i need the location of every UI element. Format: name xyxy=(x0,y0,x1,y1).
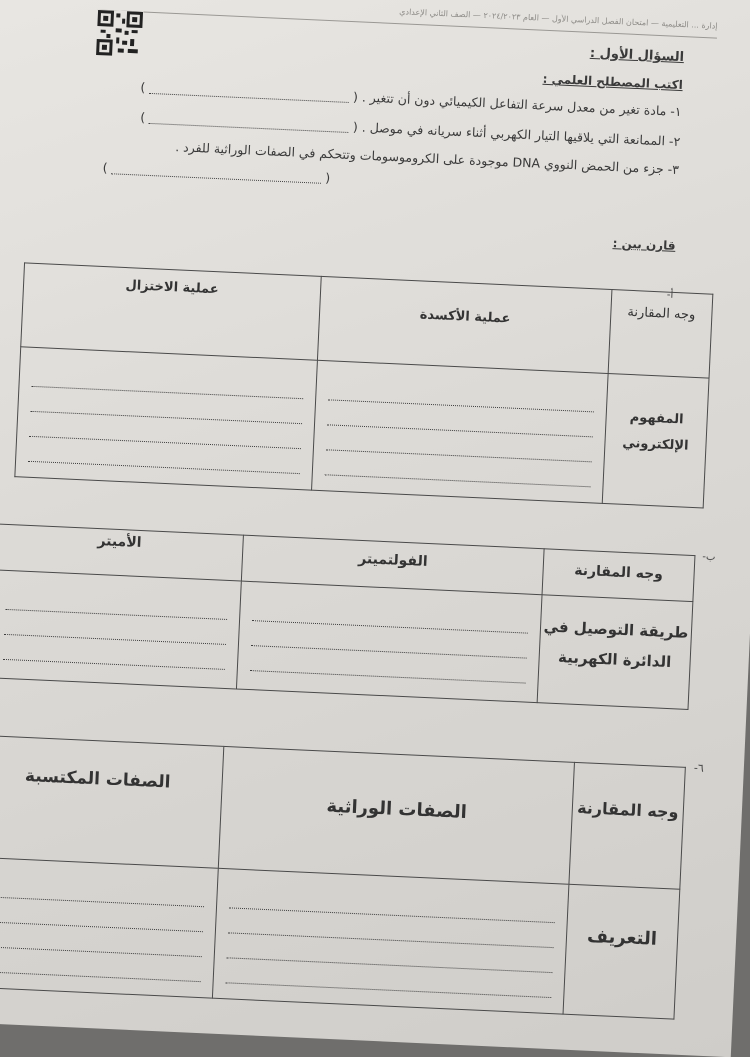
question-item-3-text: ٣- جزء من الحمض النووي DNA موجودة على الكروموسومات وتتحكم في الصفات الوراثية للفرد . xyxy=(174,139,680,177)
question-item-1: ١- مادة تغير من معدل سرعة التفاعل الكيميائي دون أن تتغير . ( ) xyxy=(140,79,682,120)
answer-blank-3[interactable] xyxy=(111,163,321,184)
qr-code-icon xyxy=(96,9,144,57)
question-1-title: السؤال الأول : xyxy=(589,45,685,66)
table-3-col-acquired: الصفات المكتسبة xyxy=(0,735,224,868)
table-1-number: أ- xyxy=(666,289,674,301)
section-b-heading: قارن بين : xyxy=(612,236,676,253)
table-3-col-inherited: الصفات الوراثية xyxy=(218,746,574,884)
question-item-1-text: ١- مادة تغير من معدل سرعة التفاعل الكيميائي دون أن تتغير . xyxy=(361,89,682,120)
answer-blank-1[interactable] xyxy=(149,83,349,103)
question-item-2: ٢- الممانعة التي يلاقيها التيار الكهربي أثناء سريانه في موصل . ( ) xyxy=(140,109,681,150)
answer-blank-2[interactable] xyxy=(149,113,349,133)
comparison-table-traits xyxy=(0,735,686,1020)
table-2-row-label: طريقة التوصيل في الدائرة الكهربية xyxy=(537,595,693,710)
question-item-2-text: ٢- الممانعة التي يلاقيها التيار الكهربي أثناء سريانه في موصل . xyxy=(361,119,681,150)
comparison-table-oxidation-reduction xyxy=(14,262,713,508)
table-1-aspect-header: وجه المقارنة xyxy=(608,290,713,378)
table-3-answer-inherited[interactable] xyxy=(212,868,569,1014)
table-3-row-label: التعريف xyxy=(563,884,680,1019)
table-2-aspect-header: وجه المقارنة xyxy=(542,549,695,602)
table-2-col-voltmeter: الفولتميتر xyxy=(241,535,544,595)
table-3-answer-acquired[interactable] xyxy=(0,857,218,998)
table-1-col-reduction: عملية الاختزال xyxy=(21,263,322,360)
table-2-answer-ammeter[interactable] xyxy=(0,570,241,689)
table-3-aspect-header: وجه المقارنة xyxy=(569,762,685,889)
page-header: إدارة ... التعليمية — امتحان الفصل الدراسي الأول — العام ٢٠٢٤/٢٠٢٣ — الصف الثاني الإعدادي xyxy=(98,0,718,39)
comparison-table-voltmeter-ammeter xyxy=(0,523,695,710)
table-2-answer-voltmeter[interactable] xyxy=(236,581,542,703)
table-3-number: ٦- xyxy=(693,761,705,775)
table-1-row-label: المفهوم الإلكتروني xyxy=(602,373,709,507)
question-item-3-answer: ( ) xyxy=(102,159,331,186)
table-1-col-oxidation: عملية الأكسدة xyxy=(317,276,612,373)
table-2-col-ammeter: الأميتر xyxy=(0,524,243,581)
table-1-answer-oxidation[interactable] xyxy=(312,360,609,503)
table-1-answer-reduction[interactable] xyxy=(15,347,318,490)
table-2-number: ب- xyxy=(702,551,716,564)
section-a-heading: اكتب المصطلح العلمي : xyxy=(542,71,684,93)
